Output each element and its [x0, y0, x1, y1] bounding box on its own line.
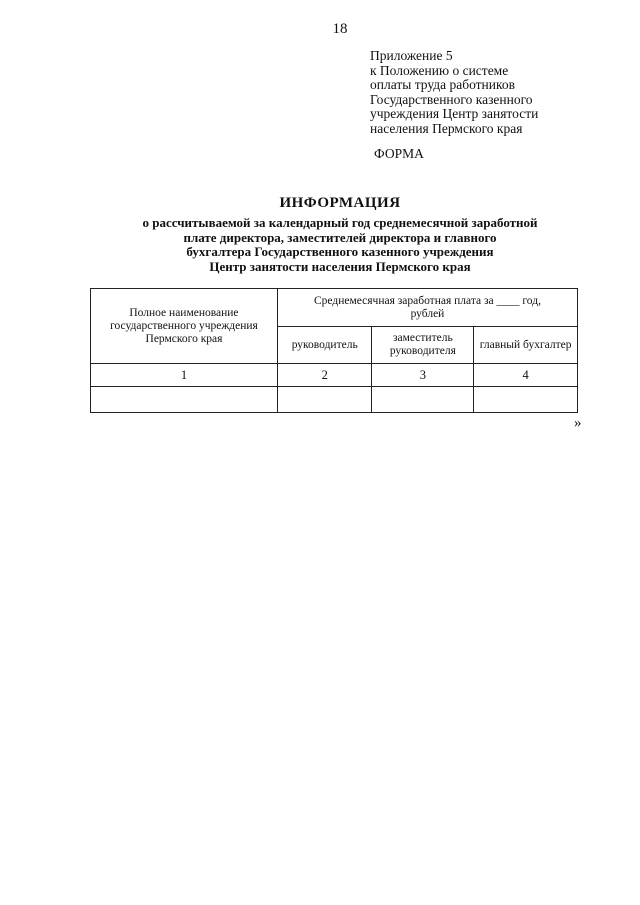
closing-quote: » — [574, 415, 582, 431]
appendix-line: населения Пермского края — [370, 120, 523, 136]
table-cell-empty — [474, 387, 578, 413]
subtitle-line: бухгалтера Государственного казенного учреждения — [186, 244, 494, 259]
appendix-line: к Положению о системе — [370, 62, 509, 78]
table-cell-empty — [372, 387, 474, 413]
document-subtitle — [100, 216, 580, 274]
subheader-director: руководитель — [277, 327, 372, 364]
table-cell-empty — [277, 387, 372, 413]
header-institution-name: Полное наименование государственного учреждения Пермского края — [91, 289, 278, 364]
page-number: 18 — [332, 21, 348, 37]
appendix-block — [370, 49, 630, 136]
table-cell-empty — [91, 387, 278, 413]
header-average-salary — [277, 289, 577, 327]
appendix-line: Приложение 5 — [370, 48, 453, 63]
header-salary-line2: рублей — [410, 307, 445, 320]
subtitle-line: плате директора, заместителей директора и главного — [183, 229, 497, 245]
column-number: 1 — [91, 364, 278, 387]
subheader-deputy-director: заместитель руководителя — [372, 327, 474, 364]
document-title: ИНФОРМАЦИЯ — [279, 195, 401, 211]
column-number: 2 — [277, 364, 372, 387]
salary-info-table — [90, 288, 578, 413]
header-salary-line1: Среднемесячная заработная плата за ____ год, — [313, 294, 541, 307]
column-number: 4 — [474, 364, 578, 387]
appendix-line: оплаты труда работников — [370, 77, 515, 92]
appendix-line: учреждения Центр занятости — [370, 106, 539, 121]
subheader-chief-accountant: главный бухгалтер — [474, 327, 578, 364]
appendix-line: Государственного казенного — [370, 91, 533, 107]
column-number: 3 — [372, 364, 474, 387]
form-label: ФОРМА — [374, 146, 424, 161]
subtitle-line: Центр занятости населения Пермского края — [209, 258, 471, 274]
subtitle-line: о рассчитываемой за календарный год среднемесячной заработной — [142, 215, 538, 230]
